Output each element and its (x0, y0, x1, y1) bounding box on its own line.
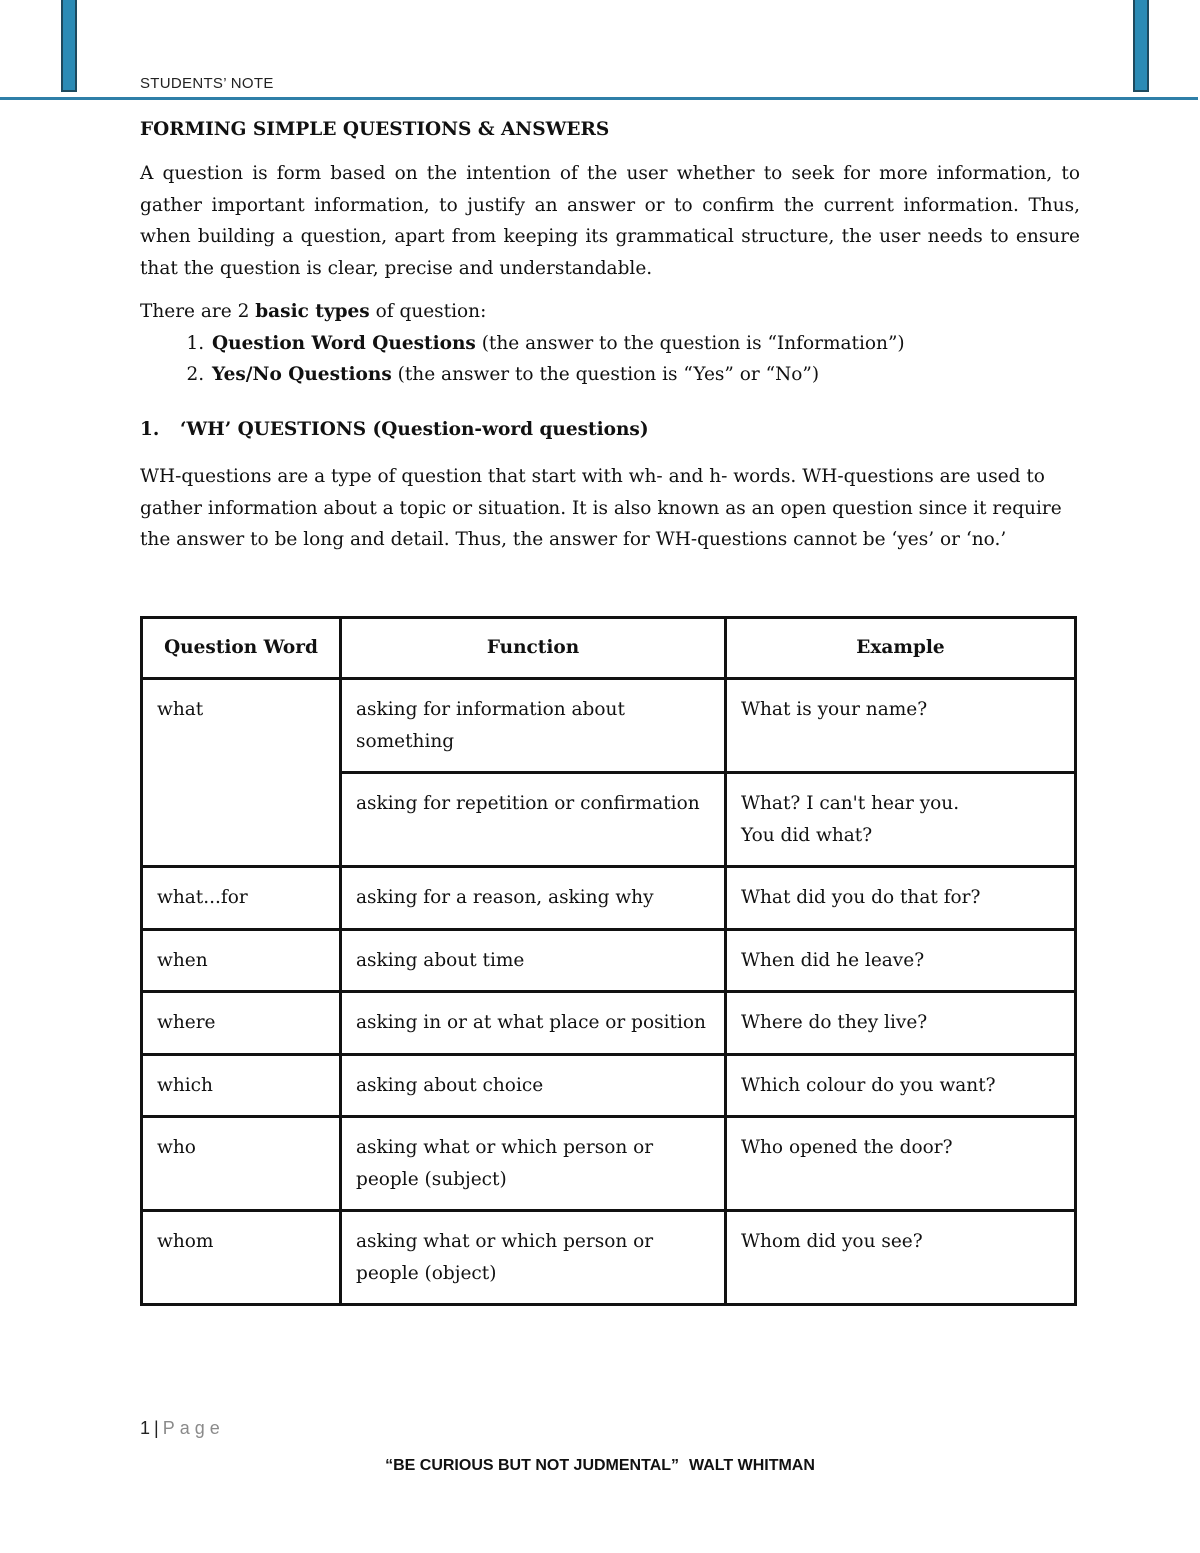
example-cell (726, 773, 1076, 867)
wh-description: WH-questions are a type of question that start with wh- and h- words. WH-questions are used to gather information about a topic or situation. It is also known as an open question since it require the answer to be long and detail. Thus, the answer for WH-questions cannot be ‘yes’ or ‘no.’ (140, 466, 1062, 550)
question-word-cell: when (142, 929, 341, 992)
footer-quote (0, 1457, 1200, 1475)
question-word-cell: what (142, 679, 341, 867)
question-word-cell: what...for (142, 867, 341, 930)
example-cell: Where do they live? (726, 992, 1076, 1055)
function-cell: asking about time (341, 929, 726, 992)
example-cell: What is your name? (726, 679, 1076, 773)
header-accent-bar-right (1133, 0, 1149, 92)
table-header-row (142, 618, 1076, 679)
section-heading (140, 414, 1080, 446)
page-title: FORMING SIMPLE QUESTIONS & ANSWERS (140, 119, 610, 140)
section-title: ‘WH’ QUESTIONS (Question-word questions) (180, 418, 649, 440)
example-cell: Which colour do you want? (726, 1054, 1076, 1117)
section-number: 1. (140, 418, 160, 440)
table-row (142, 992, 1076, 1055)
list-item: 2. Yes/No Questions (the answer to the question is “Yes” or “No”) (210, 359, 1080, 391)
example-line: What? I can't hear you. (741, 793, 960, 814)
header-rule (0, 97, 1198, 100)
function-cell: asking about choice (341, 1054, 726, 1117)
question-word-cell: whom (142, 1211, 341, 1305)
table-row (142, 867, 1076, 930)
question-word-cell: where (142, 992, 341, 1055)
example-cell: Whom did you see? (726, 1211, 1076, 1305)
question-word-cell: who (142, 1117, 341, 1211)
quote-text: “BE CURIOUS BUT NOT JUDMENTAL” (385, 1457, 680, 1474)
list-item: 1. Question Word Questions (the answer to the question is “Information”) (210, 328, 1080, 360)
column-header: Function (341, 618, 726, 679)
function-cell: asking for repetition or confirmation (341, 773, 726, 867)
example-line: You did what? (741, 824, 873, 846)
header-label: STUDENTS’ NOTE (140, 75, 274, 92)
column-header: Example (726, 618, 1076, 679)
function-cell: asking in or at what place or position (341, 992, 726, 1055)
table-row (142, 1211, 1076, 1305)
table-row (142, 679, 1076, 773)
function-cell: asking for a reason, asking why (341, 867, 726, 930)
page-number: 1 (140, 1418, 151, 1438)
page-number-footer (140, 1418, 225, 1439)
page-label: Page (162, 1418, 225, 1438)
page-separator: | (154, 1418, 159, 1438)
question-types-list (140, 328, 1080, 391)
function-cell: asking what or which person or people (subject) (341, 1117, 726, 1211)
column-header: Question Word (142, 618, 341, 679)
table-row (142, 1054, 1076, 1117)
types-intro: There are 2 basic types of question: (140, 301, 487, 322)
question-words-table (140, 616, 1077, 1306)
document-body (140, 114, 1080, 556)
table-row (142, 929, 1076, 992)
example-cell: Who opened the door? (726, 1117, 1076, 1211)
example-cell: What did you do that for? (726, 867, 1076, 930)
header-accent-bar-left (61, 0, 77, 92)
example-cell: When did he leave? (726, 929, 1076, 992)
intro-paragraph: A question is form based on the intention of the user whether to seek for more information, to gather important information, to justify an answer or to confirm the current information. Thus, when building a question, apart from keeping its grammatical structure, the user needs to ensure that the question is clear, precise and understandable. (140, 163, 1080, 279)
quote-author: WALT WHITMAN (689, 1457, 815, 1474)
table-row (142, 1117, 1076, 1211)
question-word-cell: which (142, 1054, 341, 1117)
function-cell: asking what or which person or people (object) (341, 1211, 726, 1305)
function-cell: asking for information about something (341, 679, 726, 773)
